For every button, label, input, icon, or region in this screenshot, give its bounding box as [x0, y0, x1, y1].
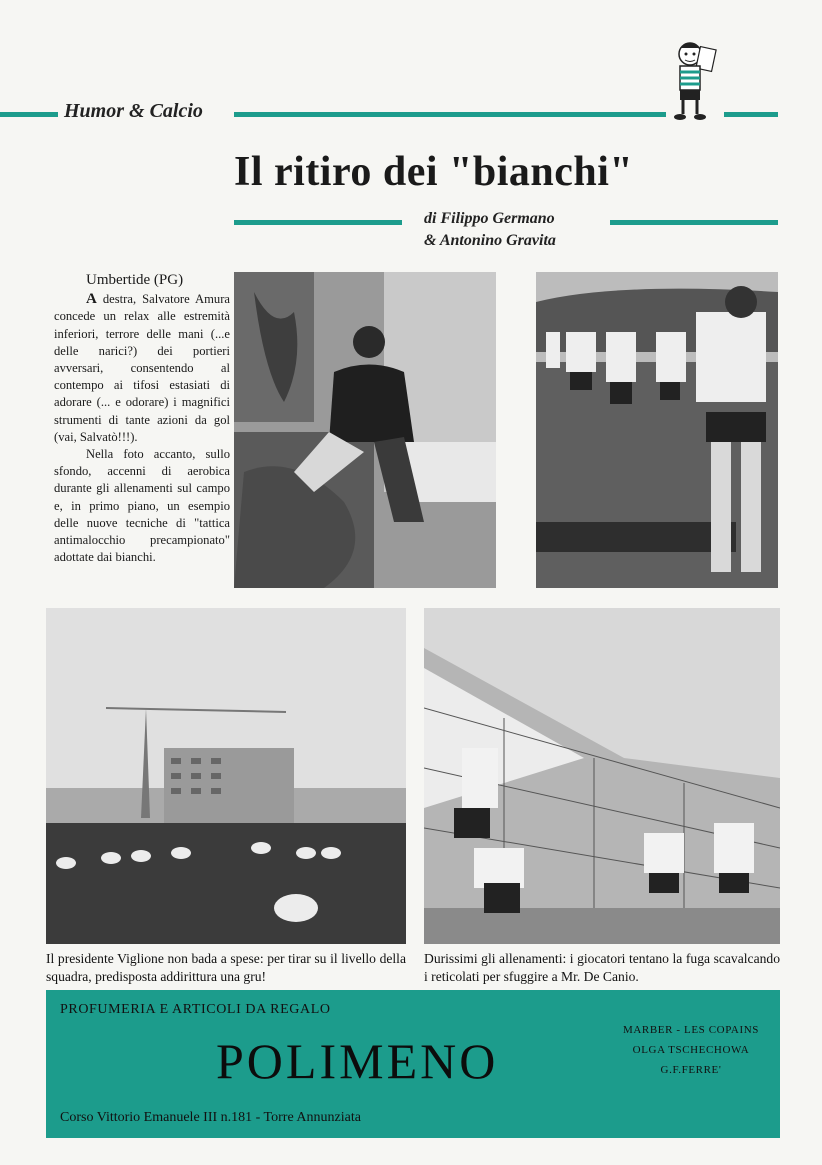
intro-paragraph-1 [54, 291, 230, 446]
ad-brand-3: G.F.FERRE' [660, 1064, 722, 1076]
ad-address: Corso Vittorio Emanuele III n.181 - Torre Annunziata [60, 1110, 361, 1125]
ad-tagline: PROFUMERIA E ARTICOLI DA REGALO [60, 1002, 331, 1017]
header-rule-right [234, 112, 666, 117]
advertisement [46, 990, 780, 1138]
byline [424, 208, 556, 252]
byline-rule-right [610, 220, 778, 225]
mascot-illustration [668, 38, 718, 124]
article-title: Il ritiro dei "bianchi" [234, 149, 634, 195]
ad-brand-2: OLGA TSCHECHOWA [632, 1044, 750, 1056]
header-rule-left [0, 112, 58, 117]
ad-brand-name: POLIMENO [216, 1033, 499, 1089]
photo-player-relaxing [234, 272, 496, 588]
dateline: Umbertide (PG) [86, 272, 184, 288]
ad-brand-list [606, 1020, 776, 1080]
photo-training-field [536, 272, 778, 588]
intro-paragraph-2: Nella foto accanto, sullo sfondo, accenni di aerobica durante gli allenamenti sul campo e, in primo piano, un esempio delle nuove tecniche di "tattica antimalocchio precampionato" adottate dai bianchi. [54, 447, 230, 565]
intro-text [54, 272, 230, 566]
header-rule-far-right [724, 112, 778, 117]
section-heading: Humor & Calcio [64, 100, 203, 122]
drop-letter: A [86, 291, 97, 308]
photo-fence-climbing [424, 608, 780, 944]
caption-left: Il presidente Viglione non bada a spese: per tirar su il livello della squadra, predisposta addirittura una gru! [46, 951, 406, 984]
byline-author-1: di Filippo Germano [424, 210, 555, 227]
intro-paragraph-1-text: destra, Salvatore Amura concede un relax alle estremità inferiori, terrore delle mani (...e delle narici?) dei portieri avversari, consentendo al contempo ai tifosi estasiati di adorare (... e odorare) i magnifici strumenti di tante azioni da gol (vai, Salvatò!!!). [54, 292, 230, 444]
photo-crane-pitch [46, 608, 406, 944]
ad-brand-1: MARBER - LES COPAINS [623, 1024, 759, 1036]
byline-rule-left [234, 220, 402, 225]
byline-author-2: & Antonino Gravita [424, 232, 556, 249]
caption-right: Durissimi gli allenamenti: i giocatori tentano la fuga scavalcando i reticolati per sfuggire a Mr. De Canio. [424, 951, 780, 984]
